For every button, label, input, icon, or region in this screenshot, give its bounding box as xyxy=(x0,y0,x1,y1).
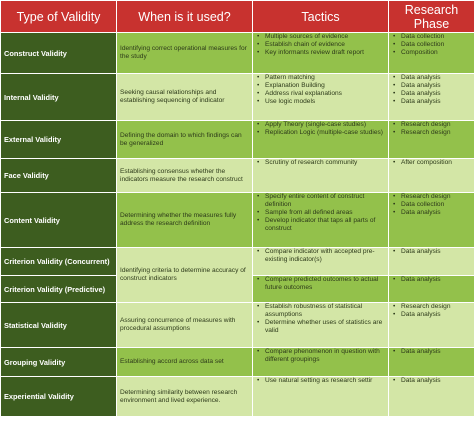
when-used-cell: Determining whether the measures fully address the research definition xyxy=(117,193,253,248)
tactic-item: • Specify entire content of construct definition xyxy=(256,193,385,209)
phase-cell xyxy=(389,248,474,276)
table-row xyxy=(1,193,474,248)
table-row xyxy=(1,121,474,159)
tactics-cell xyxy=(253,33,389,74)
tactics-cell xyxy=(253,248,389,276)
phase-item: • Data collection xyxy=(392,41,471,49)
phase-cell xyxy=(389,193,474,248)
when-used-cell: Assuring concurrence of measures with procedural assumptions xyxy=(117,303,253,348)
tactic-item: • Address rival explanations xyxy=(256,90,385,98)
phase-item: • Data collection xyxy=(392,201,471,209)
tactics-cell xyxy=(253,193,389,248)
tactics-cell xyxy=(253,74,389,121)
phase-item: • Data analysis xyxy=(392,311,471,319)
tactics-cell xyxy=(253,276,389,303)
validity-type: Internal Validity xyxy=(1,74,117,121)
tactic-item: • Key informants review draft report xyxy=(256,49,385,57)
tactics-cell xyxy=(253,348,389,377)
validity-type: External Validity xyxy=(1,121,117,159)
validity-type: Experiential Validity xyxy=(1,377,117,417)
header-research-phase: Research Phase xyxy=(389,1,474,33)
phase-item: • Data analysis xyxy=(392,248,471,256)
validity-type: Criterion Validity (Predictive) xyxy=(1,276,117,303)
phase-cell xyxy=(389,377,474,417)
tactics-cell xyxy=(253,159,389,193)
validity-type: Construct Validity xyxy=(1,33,117,74)
phase-item: • Data analysis xyxy=(392,98,471,106)
when-used-cell: Establishing accord across data set xyxy=(117,348,253,377)
when-used-cell: Defining the domain to which findings can be generalized xyxy=(117,121,253,159)
header-row xyxy=(1,1,474,33)
phase-item: • Research design xyxy=(392,193,471,201)
tactic-item: • Multiple sources of evidence xyxy=(256,33,385,41)
table-row xyxy=(1,348,474,377)
phase-item: • Data analysis xyxy=(392,209,471,217)
phase-item: • Data collection xyxy=(392,33,471,41)
phase-item: • Research design xyxy=(392,129,471,137)
table-row xyxy=(1,74,474,121)
tactic-item: • Replication Logic (multiple-case studies) xyxy=(256,129,385,137)
phase-cell xyxy=(389,276,474,303)
table-row xyxy=(1,303,474,348)
validity-type: Statistical Validity xyxy=(1,303,117,348)
table-row xyxy=(1,377,474,417)
tactic-item: • Sample from all defined areas xyxy=(256,209,385,217)
phase-item: • Data analysis xyxy=(392,90,471,98)
phase-cell xyxy=(389,159,474,193)
when-used-cell: Identifying correct operational measures for the study xyxy=(117,33,253,74)
table-row xyxy=(1,248,474,276)
tactic-item: • Scrutiny of research community xyxy=(256,159,385,167)
validity-type: Content Validity xyxy=(1,193,117,248)
phase-item: • Data analysis xyxy=(392,276,471,284)
phase-item: • Data analysis xyxy=(392,74,471,82)
tactic-item: • Establish robustness of statistical assumptions xyxy=(256,303,385,319)
tactics-cell xyxy=(253,303,389,348)
tactic-item: • Use logic models xyxy=(256,98,385,106)
tactic-item: • Explanation Building xyxy=(256,82,385,90)
tactic-item: • Establish chain of evidence xyxy=(256,41,385,49)
tactics-cell xyxy=(253,377,389,417)
phase-item: • Research design xyxy=(392,121,471,129)
tactic-item: • Pattern matching xyxy=(256,74,385,82)
phase-cell xyxy=(389,121,474,159)
phase-item: • After composition xyxy=(392,159,471,167)
tactic-item: • Compare predicted outcomes to actual future outcomes xyxy=(256,276,385,292)
phase-cell xyxy=(389,74,474,121)
phase-cell xyxy=(389,348,474,377)
phase-item: • Data analysis xyxy=(392,377,471,385)
phase-item: • Data analysis xyxy=(392,348,471,356)
phase-cell xyxy=(389,303,474,348)
table-row xyxy=(1,33,474,74)
tactic-item: • Compare indicator with accepted pre-existing indicator(s) xyxy=(256,248,385,264)
when-used-cell: Determining similarity between research environment and lived experience. xyxy=(117,377,253,417)
phase-item: • Composition xyxy=(392,49,471,57)
header-type-of-validity: Type of Validity xyxy=(1,1,117,33)
when-used-cell: Establishing consensus whether the indicators measure the research construct xyxy=(117,159,253,193)
when-used-cell: Seeking causal relationships and establishing sequencing of indicator xyxy=(117,74,253,121)
validity-type: Criterion Validity (Concurrent) xyxy=(1,248,117,276)
tactic-item: • Use natural setting as research settir xyxy=(256,377,385,385)
validity-type: Grouping Validity xyxy=(1,348,117,377)
when-used-cell: Identifying criteria to determine accuracy of construct indicators xyxy=(117,248,253,303)
phase-cell xyxy=(389,33,474,74)
validity-type: Face Validity xyxy=(1,159,117,193)
phase-item: • Data analysis xyxy=(392,82,471,90)
tactic-item: • Determine whether uses of statistics are valid xyxy=(256,319,385,335)
tactic-item: • Develop indicator that taps all parts of construct xyxy=(256,217,385,233)
phase-item: • Research design xyxy=(392,303,471,311)
tactic-item: • Compare phenomenon in question with different groupings xyxy=(256,348,385,364)
header-when-used: When is it used? xyxy=(117,1,253,33)
tactics-cell xyxy=(253,121,389,159)
header-tactics: Tactics xyxy=(253,1,389,33)
table-row xyxy=(1,159,474,193)
tactic-item: • Apply Theory (single-case studies) xyxy=(256,121,385,129)
